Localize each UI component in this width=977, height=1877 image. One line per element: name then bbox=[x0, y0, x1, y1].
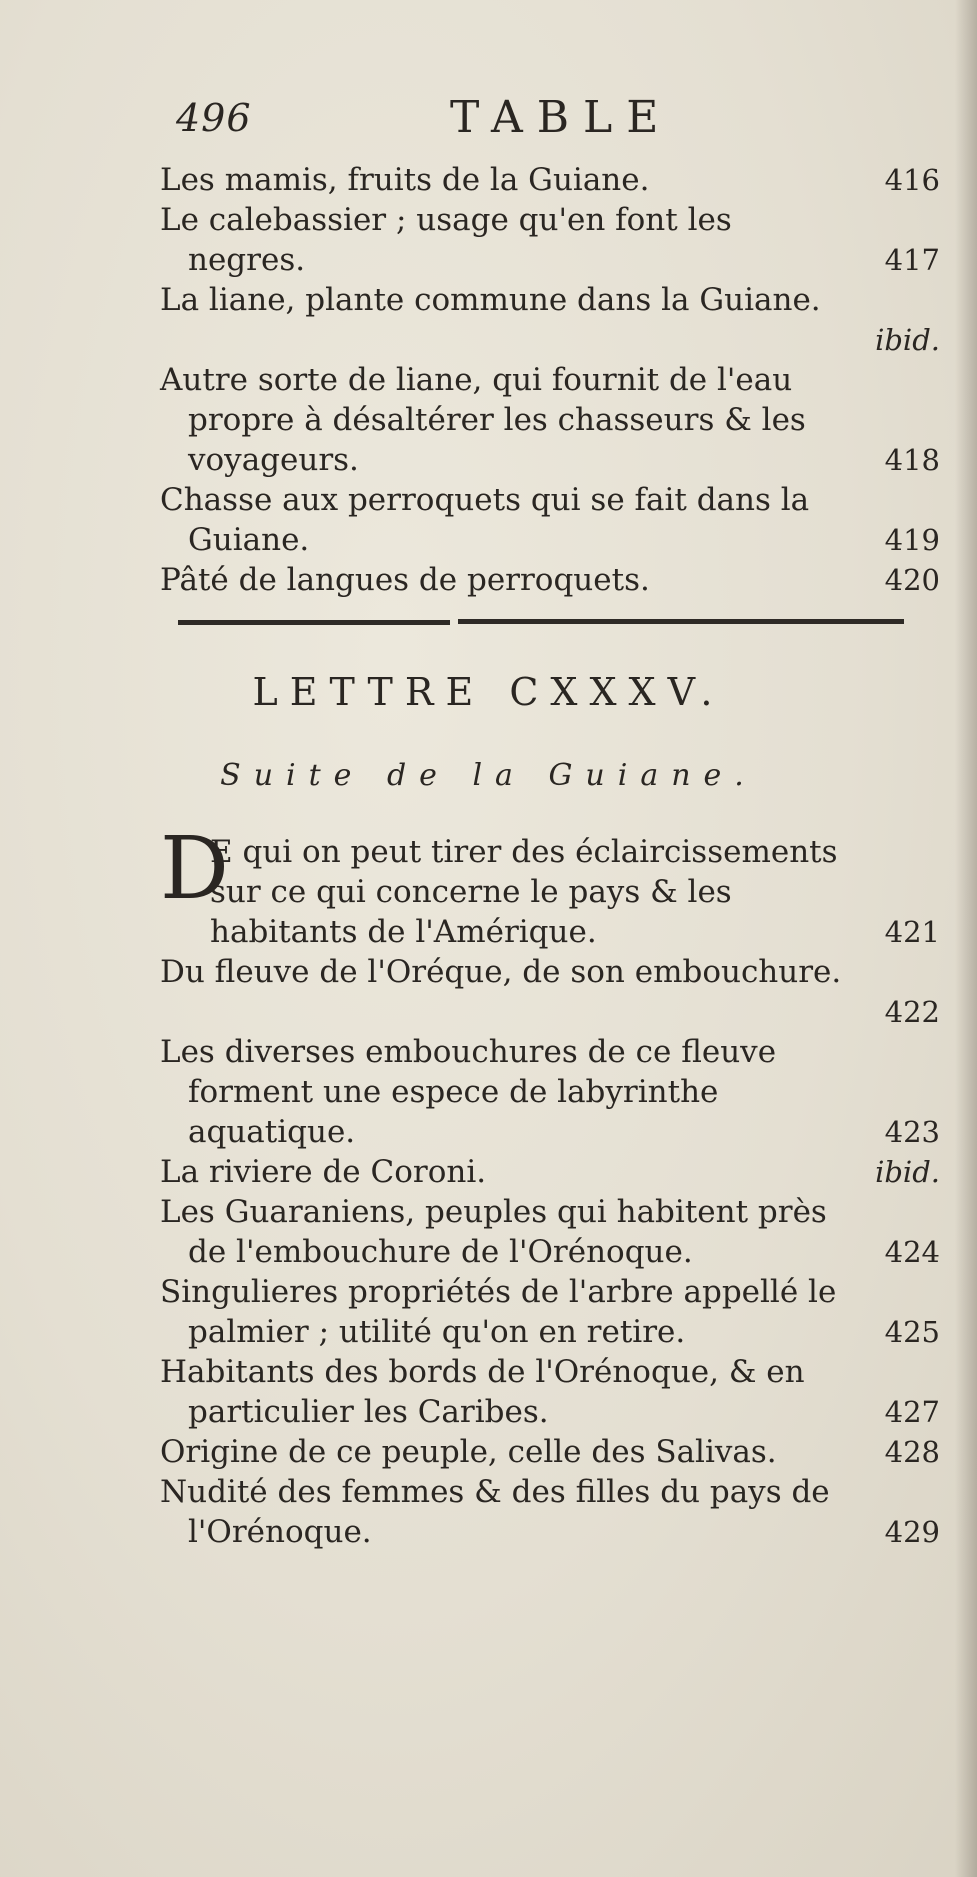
entry-page-ref: 418 bbox=[884, 443, 940, 477]
table-entries-part2 bbox=[160, 819, 940, 1552]
entry-page-ref: 423 bbox=[884, 1115, 940, 1149]
entry-title: Chasse aux perroquets qui se fait dans la Guiane. bbox=[160, 482, 810, 558]
entry-title: Singulieres propriétés de l'arbre appellé le palmier ; utilité qu'on en retire. bbox=[160, 1274, 837, 1350]
entry-page-ref: 420 bbox=[884, 563, 940, 597]
page-number: 496 bbox=[176, 96, 252, 140]
table-entry bbox=[160, 1472, 940, 1552]
table-entry bbox=[160, 1152, 940, 1192]
letter-subheading: Suite de la Guiane. bbox=[220, 758, 757, 793]
table-entry bbox=[160, 1352, 940, 1432]
entry-page-ref: 417 bbox=[884, 243, 940, 277]
entry-page-ref: 428 bbox=[884, 1435, 940, 1469]
entry-page-ref: 425 bbox=[884, 1315, 940, 1349]
entry-title: Pâté de langues de perroquets. bbox=[160, 562, 650, 598]
table-entry bbox=[160, 360, 940, 480]
header-title: TABLE bbox=[450, 92, 673, 143]
entry-title: Autre sorte de liane, qui fournit de l'eau propre à désaltérer les chasseurs & les voyageurs. bbox=[160, 362, 806, 478]
entry-title: Nudité des femmes & des filles du pays de l'Orénoque. bbox=[160, 1474, 830, 1550]
entry-page-ref: 429 bbox=[884, 1515, 940, 1549]
entry-title: Les diverses embouchures de ce fleuve forment une espece de labyrinthe aquatique. bbox=[160, 1034, 777, 1150]
table-entry bbox=[160, 952, 940, 1032]
table-entry bbox=[160, 1272, 940, 1352]
divider-bar-right bbox=[458, 619, 904, 624]
entry-title: Du fleuve de l'Oréque, de son embouchure. bbox=[160, 954, 842, 990]
table-entry bbox=[160, 819, 940, 952]
table-entry bbox=[160, 200, 940, 280]
entry-page-ref: ibid. bbox=[875, 323, 940, 357]
entry-page-ref: 421 bbox=[884, 915, 940, 949]
entry-page-ref: 422 bbox=[884, 995, 940, 1029]
table-entry bbox=[160, 480, 940, 560]
running-header bbox=[170, 92, 930, 152]
page-gutter-shadow bbox=[955, 0, 977, 1877]
entry-title: Habitants des bords de l'Orénoque, & en particulier les Caribes. bbox=[160, 1354, 805, 1430]
divider-bar-left bbox=[178, 620, 450, 625]
table-entries-part1 bbox=[160, 160, 940, 600]
table-entry bbox=[160, 1192, 940, 1272]
entry-title: La riviere de Coroni. bbox=[160, 1154, 487, 1190]
table-entry bbox=[160, 1432, 940, 1472]
entry-title: Le calebassier ; usage qu'en font les negres. bbox=[160, 202, 732, 278]
entry-page-ref: 427 bbox=[884, 1395, 940, 1429]
entry-page-ref: ibid. bbox=[875, 1155, 940, 1189]
table-entry bbox=[160, 280, 940, 360]
table-entry bbox=[160, 1032, 940, 1152]
entry-title: E qui on peut tirer des éclaircissements sur ce qui concerne le pays & les habitants de l'Amérique. bbox=[210, 834, 838, 950]
entry-title: Les mamis, fruits de la Guiane. bbox=[160, 162, 650, 198]
entry-page-ref: 416 bbox=[884, 163, 940, 197]
entry-title: La liane, plante commune dans la Guiane. bbox=[160, 282, 821, 318]
table-entry bbox=[160, 160, 940, 200]
drop-cap-initial: D bbox=[160, 819, 229, 919]
entry-page-ref: 419 bbox=[884, 523, 940, 557]
entry-page-ref: 424 bbox=[884, 1235, 940, 1269]
table-entry bbox=[160, 560, 940, 600]
entry-title: Origine de ce peuple, celle des Salivas. bbox=[160, 1434, 777, 1470]
entry-title: Les Guaraniens, peuples qui habitent près de l'embouchure de l'Orénoque. bbox=[160, 1194, 827, 1270]
letter-heading: LETTRE CXXXV. bbox=[252, 670, 725, 714]
section-divider-rule bbox=[178, 616, 908, 628]
